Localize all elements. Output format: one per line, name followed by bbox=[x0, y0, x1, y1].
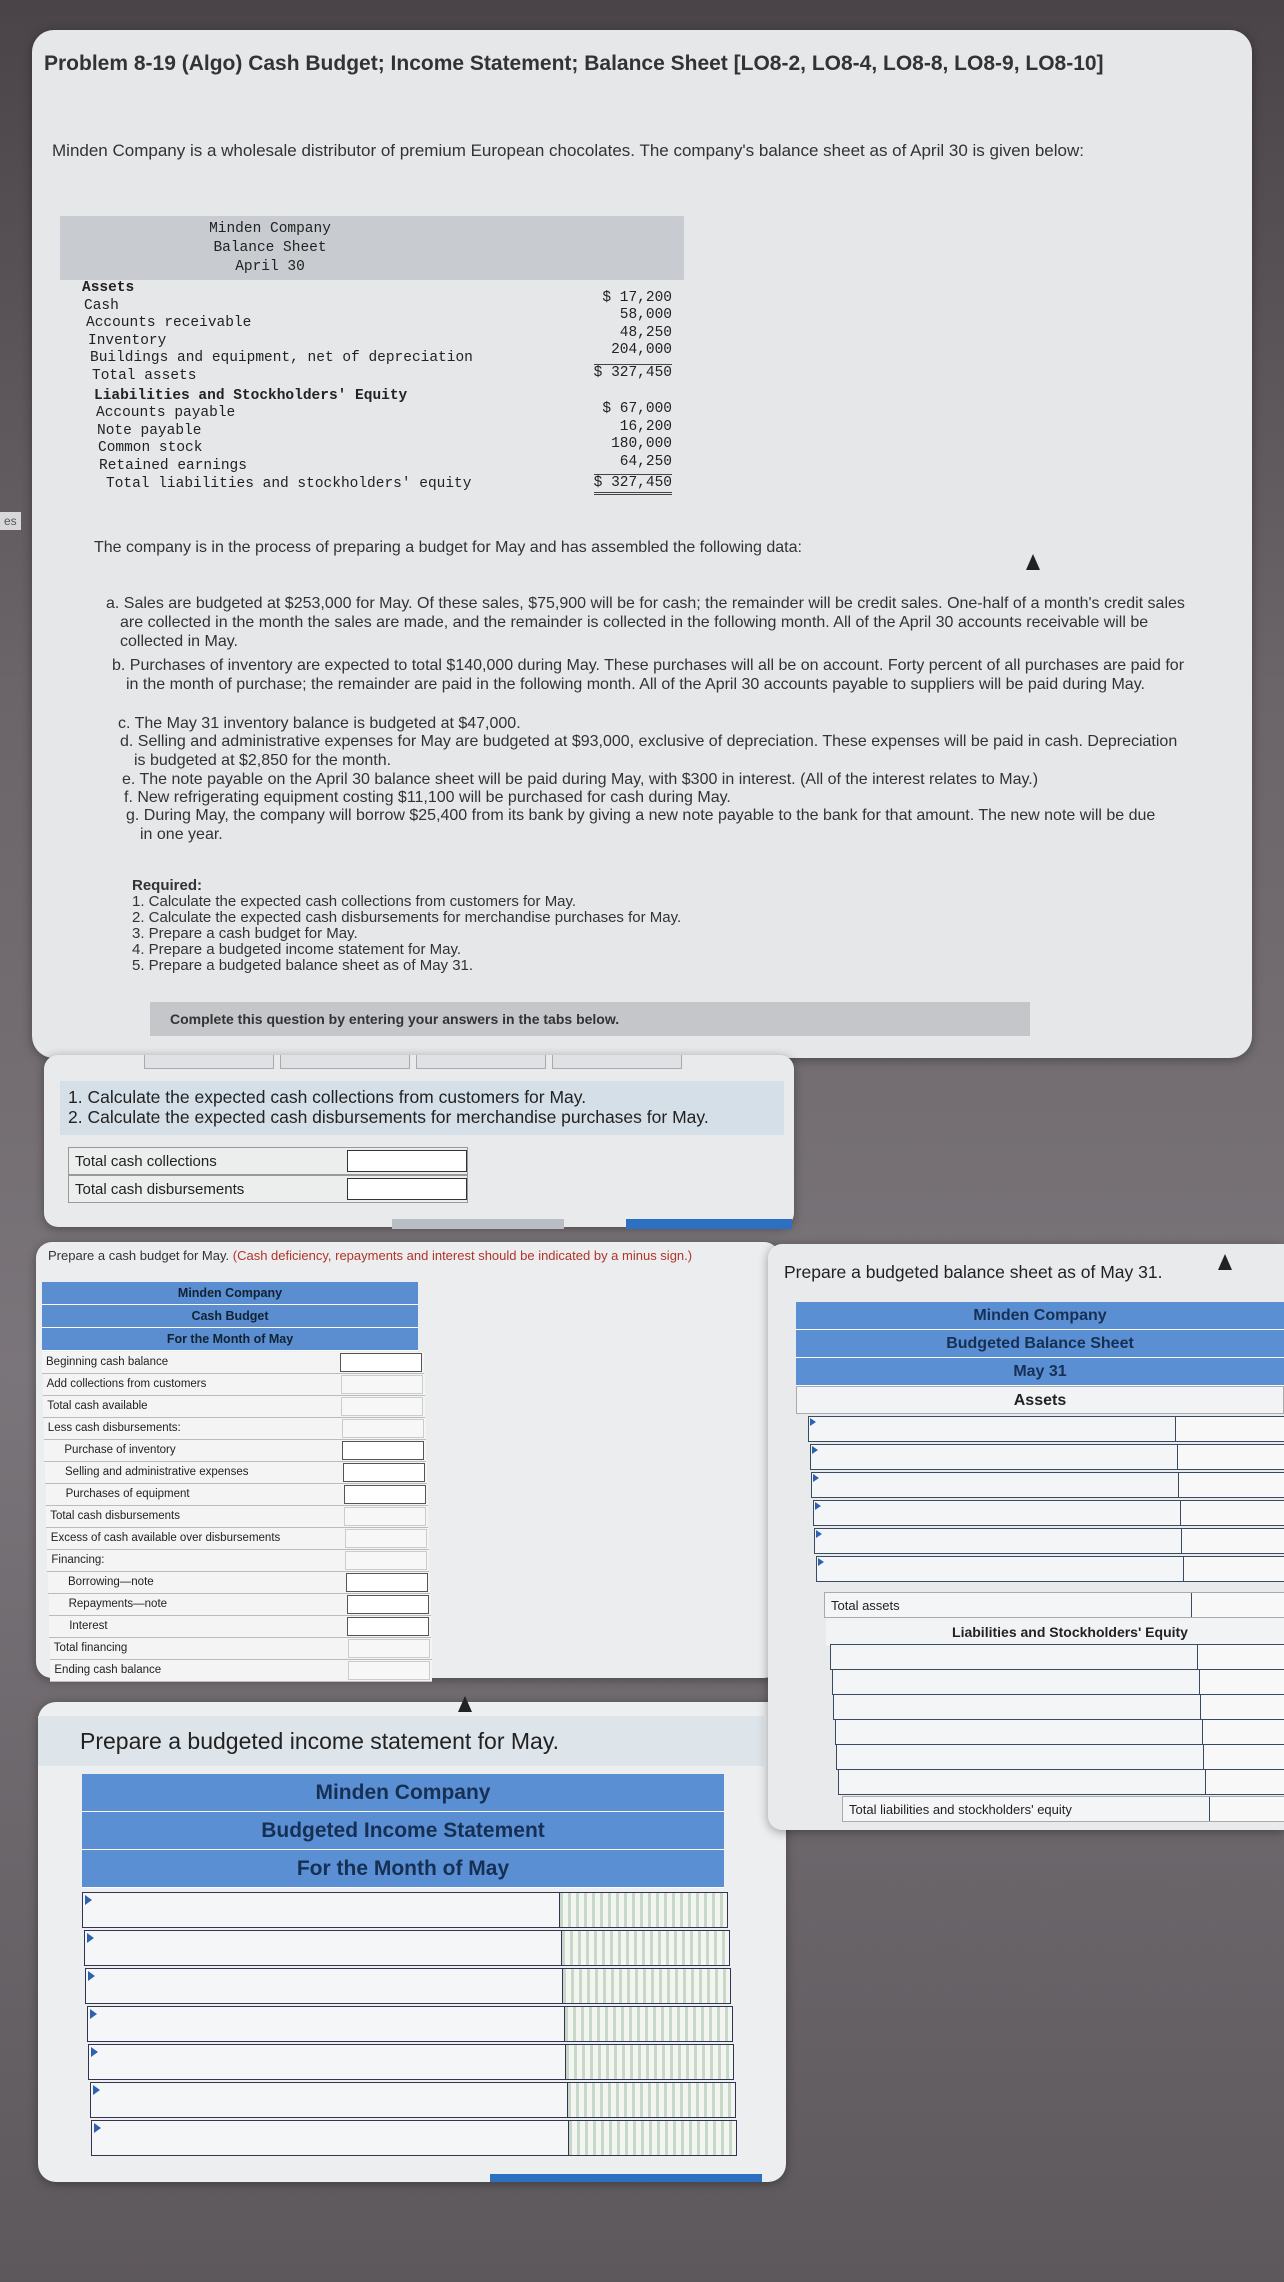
bal-asset-row[interactable] bbox=[810, 1444, 1284, 1470]
cash-budget-row bbox=[46, 1506, 428, 1528]
bal-asset-row[interactable] bbox=[808, 1416, 1284, 1442]
income-statement-amount-input[interactable] bbox=[559, 1893, 727, 1927]
cash-budget-input[interactable] bbox=[341, 1375, 423, 1394]
bal-assets-heading: Assets bbox=[796, 1386, 1284, 1414]
cash-budget-input[interactable] bbox=[345, 1529, 427, 1548]
cash-budget-row bbox=[43, 1396, 425, 1418]
cash-budget-input[interactable] bbox=[347, 1617, 429, 1636]
cash-budget-row bbox=[46, 1484, 428, 1506]
complete-question-bar: Complete this question by entering your answers in the tabs below. bbox=[150, 1002, 1030, 1036]
income-statement-amount-input[interactable] bbox=[568, 2121, 736, 2155]
cash-budget-input[interactable] bbox=[342, 1441, 424, 1460]
bs-row-amount: 204,000 bbox=[611, 342, 672, 359]
bal-asset-amount-input[interactable] bbox=[1180, 1501, 1284, 1525]
bal-liab-amount-input[interactable] bbox=[1200, 1695, 1284, 1719]
bal-liab-row[interactable] bbox=[830, 1644, 1284, 1670]
cash-budget-row bbox=[45, 1462, 427, 1484]
cash-budget-input[interactable] bbox=[344, 1507, 426, 1526]
bal-total-assets-input[interactable] bbox=[1191, 1593, 1284, 1617]
bs-company: Minden Company bbox=[209, 221, 331, 237]
bal-liab-row[interactable] bbox=[832, 1669, 1284, 1695]
tab-required-3[interactable] bbox=[280, 1055, 410, 1069]
inc-header-company: Minden Company bbox=[82, 1774, 724, 1812]
cash-budget-row-label: Purchases of equipment bbox=[65, 1488, 190, 1500]
bal-asset-row[interactable] bbox=[813, 1500, 1284, 1526]
dropdown-marker-icon[interactable] bbox=[90, 2009, 97, 2019]
income-statement-amount-input[interactable] bbox=[561, 1931, 729, 1965]
data-item-b: b. Purchases of inventory are expected to total $140,000 during May. These purchases will all be on account. Forty percent of all purchases are paid for in the month of purchase; the remainder are paid in the following month. All of the April 30 accounts payable to suppliers will be paid during May. bbox=[112, 657, 1185, 693]
cash-budget-row bbox=[42, 1352, 424, 1374]
cash-budget-row-label: Beginning cash balance bbox=[46, 1356, 169, 1368]
cash-budget-row bbox=[50, 1660, 432, 1682]
cash-budget-row-label: Ending cash balance bbox=[54, 1664, 162, 1676]
dropdown-marker-icon[interactable] bbox=[88, 1971, 95, 1981]
bs-row-amount: 58,000 bbox=[619, 307, 672, 324]
cash-budget-row-label: Total cash disbursements bbox=[50, 1510, 180, 1522]
tab1-line2: 2. Calculate the expected cash disbursements for merchandise purchases for May. bbox=[68, 1107, 709, 1127]
tab-strip bbox=[144, 1055, 704, 1069]
required-item: 2. Calculate the expected cash disbursements for merchandise purchases for May. bbox=[132, 909, 682, 926]
bal-asset-amount-input[interactable] bbox=[1181, 1529, 1284, 1553]
required-list bbox=[132, 878, 681, 974]
bs-row-label: Accounts receivable bbox=[86, 315, 252, 332]
cash-budget-row-label: Borrowing—note bbox=[68, 1576, 154, 1588]
cash-budget-row bbox=[43, 1374, 425, 1396]
inc-header-title: Budgeted Income Statement bbox=[82, 1812, 724, 1850]
cb-header-company: Minden Company bbox=[42, 1282, 418, 1305]
cash-budget-input[interactable] bbox=[345, 1551, 427, 1570]
income-statement-row[interactable] bbox=[85, 1968, 731, 2004]
dropdown-marker-icon[interactable] bbox=[87, 1933, 94, 1943]
dropdown-marker-icon[interactable] bbox=[813, 1474, 819, 1482]
bs-row-label: Retained earnings bbox=[99, 457, 247, 474]
bal-total-liab-input[interactable] bbox=[1209, 1797, 1284, 1821]
income-statement-amount-input[interactable] bbox=[562, 1969, 730, 2003]
bs-liab-heading: Liabilities and Stockholders' Equity bbox=[94, 387, 408, 404]
bal-liab-amount-input[interactable] bbox=[1205, 1770, 1284, 1794]
cb-header-period: For the Month of May bbox=[42, 1328, 418, 1351]
tab1-line1: 1. Calculate the expected cash collections from customers for May. bbox=[68, 1087, 587, 1107]
balance-sheet-title: Prepare a budgeted balance sheet as of May 31. bbox=[784, 1262, 1163, 1282]
cash-budget-row-label: Total cash available bbox=[47, 1400, 148, 1412]
cash-budget-row bbox=[47, 1528, 429, 1550]
bal-total-assets-row bbox=[824, 1592, 1284, 1618]
next-nav-button[interactable] bbox=[626, 1219, 792, 1229]
bs-row-amount: 180,000 bbox=[611, 436, 672, 453]
mouse-cursor-icon bbox=[1026, 554, 1040, 570]
dropdown-marker-icon[interactable] bbox=[94, 2123, 101, 2133]
mouse-cursor-icon bbox=[458, 1696, 472, 1712]
required-item: 1. Calculate the expected cash collections from customers for May. bbox=[132, 893, 577, 910]
bal-liab-row[interactable] bbox=[838, 1769, 1284, 1795]
tab-required-5[interactable] bbox=[552, 1055, 682, 1069]
dropdown-marker-icon[interactable] bbox=[816, 1530, 822, 1538]
income-statement-amount-input[interactable] bbox=[564, 2007, 732, 2041]
problem-title: Problem 8-19 (Algo) Cash Budget; Income Statement; Balance Sheet [LO8-2, LO8-4, LO8-8, LO8-9, LO8-10] bbox=[44, 52, 1104, 75]
dropdown-marker-icon[interactable] bbox=[85, 1895, 92, 1905]
income-statement-row[interactable] bbox=[91, 2120, 737, 2156]
cash-budget-row-label: Add collections from customers bbox=[46, 1378, 207, 1390]
bs-total-liab-amount: $ 327,450 bbox=[594, 474, 672, 496]
april-balance-sheet bbox=[60, 216, 684, 522]
bal-liab-amount-input[interactable] bbox=[1197, 1645, 1284, 1669]
problem-intro: Minden Company is a wholesale distributor of premium European chocolates. The company's balance sheet as of April 30 is given below: bbox=[52, 141, 1084, 160]
bs-row-label: Cash bbox=[84, 297, 119, 314]
problem-panel bbox=[32, 30, 1252, 1058]
data-item-e: e. The note payable on the April 30 balance sheet will be paid during May, with $300 in interest. (All of the interest relates to May.) bbox=[122, 771, 1039, 788]
income-next-button[interactable] bbox=[490, 2174, 762, 2182]
cash-budget-row-label: Financing: bbox=[51, 1554, 105, 1566]
cash-budget-row bbox=[49, 1594, 431, 1616]
tab-required-4[interactable] bbox=[416, 1055, 546, 1069]
dropdown-marker-icon[interactable] bbox=[815, 1502, 821, 1510]
cash-budget-row-label: Total financing bbox=[53, 1642, 128, 1654]
tab1-instructions bbox=[60, 1081, 784, 1135]
bal-liab-amount-input[interactable] bbox=[1203, 1745, 1284, 1769]
data-item-a: a. Sales are budgeted at $253,000 for May. Of these sales, $75,900 will be for cash; the remainder will be credit sales. One-half of a month's credit sales are collected in the month the sales are made, and the remainder is collected in the following month. All of the April 30 accounts receivable will be collected in May. bbox=[106, 595, 1185, 650]
cash-budget-panel bbox=[36, 1242, 780, 1678]
bal-asset-amount-input[interactable] bbox=[1177, 1445, 1284, 1469]
bs-date: April 30 bbox=[235, 259, 305, 275]
budget-intro: The company is in the process of preparing a budget for May and has assembled the following data: bbox=[94, 539, 802, 556]
bal-header-title: Budgeted Balance Sheet bbox=[796, 1330, 1284, 1358]
bal-liab-row[interactable] bbox=[836, 1744, 1284, 1770]
side-tab-label[interactable]: es bbox=[0, 512, 21, 530]
bs-row-amount: 64,250 bbox=[619, 453, 672, 470]
required-item: 3. Prepare a cash budget for May. bbox=[132, 925, 358, 942]
cash-budget-input[interactable] bbox=[348, 1639, 430, 1658]
cash-budget-row bbox=[48, 1572, 430, 1594]
income-statement-row[interactable] bbox=[82, 1892, 728, 1928]
cash-collections-input[interactable] bbox=[347, 1150, 467, 1172]
bal-liab-row[interactable] bbox=[835, 1719, 1284, 1745]
cash-budget-row-label: Less cash disbursements: bbox=[47, 1422, 181, 1434]
bs-total-liab-label: Total liabilities and stockholders' equity bbox=[106, 475, 472, 492]
income-statement-row[interactable] bbox=[87, 2006, 733, 2042]
income-statement-amount-input[interactable] bbox=[567, 2083, 735, 2117]
cash-budget-row-label: Selling and administrative expenses bbox=[65, 1466, 249, 1478]
cash-budget-input[interactable] bbox=[343, 1463, 425, 1482]
cb-header-title: Cash Budget bbox=[42, 1305, 418, 1328]
dropdown-marker-icon[interactable] bbox=[810, 1418, 816, 1426]
balance-sheet-header bbox=[60, 216, 684, 280]
cash-budget-row bbox=[50, 1638, 432, 1660]
cash-budget-row-label: Purchase of inventory bbox=[64, 1444, 176, 1456]
dropdown-marker-icon[interactable] bbox=[812, 1446, 818, 1454]
cash-disbursements-row bbox=[68, 1175, 468, 1203]
cash-budget-instruction: Prepare a cash budget for May. bbox=[48, 1248, 230, 1263]
bal-asset-row[interactable] bbox=[816, 1556, 1284, 1582]
income-statement-panel bbox=[38, 1702, 786, 2182]
bs-assets-heading: Assets bbox=[82, 280, 135, 296]
income-statement-row[interactable] bbox=[84, 1930, 730, 1966]
data-item-c: c. The May 31 inventory balance is budgeted at $47,000. bbox=[118, 715, 521, 732]
bs-row-label: Inventory bbox=[88, 332, 167, 349]
cash-disbursements-input[interactable] bbox=[347, 1178, 467, 1200]
bs-row-label: Accounts payable bbox=[96, 405, 236, 422]
tab-required-1-2[interactable] bbox=[144, 1055, 274, 1069]
bs-total-assets-label: Total assets bbox=[92, 367, 197, 384]
dropdown-marker-icon[interactable] bbox=[818, 1558, 824, 1566]
cash-budget-row bbox=[49, 1616, 431, 1638]
cash-budget-input[interactable] bbox=[344, 1485, 426, 1504]
bal-liab-amount-input[interactable] bbox=[1202, 1720, 1284, 1744]
cash-budget-input[interactable] bbox=[347, 1595, 429, 1614]
income-statement-row[interactable] bbox=[88, 2044, 734, 2080]
dropdown-marker-icon[interactable] bbox=[93, 2085, 100, 2095]
bs-row-amount: $ 17,200 bbox=[602, 289, 672, 306]
bs-row-amount: 48,250 bbox=[619, 324, 672, 341]
cash-budget-input[interactable] bbox=[341, 1397, 423, 1416]
cash-collections-label: Total cash collections bbox=[75, 1153, 217, 1170]
prev-nav-button[interactable] bbox=[392, 1219, 564, 1229]
mouse-cursor-icon bbox=[1218, 1254, 1232, 1270]
bal-asset-row[interactable] bbox=[814, 1528, 1284, 1554]
cash-disbursements-label: Total cash disbursements bbox=[75, 1181, 245, 1198]
required-item: 5. Prepare a budgeted balance sheet as of May 31. bbox=[132, 957, 474, 974]
bal-liab-amount-input[interactable] bbox=[1199, 1670, 1284, 1694]
bal-total-liab-row bbox=[842, 1796, 1284, 1822]
data-item-g: g. During May, the company will borrow $25,400 from its bank by giving a new note payable to the bank for that amount. The new note will be due in one year. bbox=[126, 807, 1156, 843]
bal-liab-row[interactable] bbox=[833, 1694, 1284, 1720]
cash-budget-input[interactable] bbox=[348, 1661, 430, 1680]
cash-collections-row bbox=[68, 1147, 468, 1175]
data-item-d: d. Selling and administrative expenses for May are budgeted at $93,000, exclusive of depreciation. These expenses will be paid in cash. Depreciation is budgeted at $2,850 for the month. bbox=[120, 733, 1178, 769]
cash-budget-warning: (Cash deficiency, repayments and interest should be indicated by a minus sign.) bbox=[232, 1248, 693, 1263]
bal-liab-heading: Liabilities and Stockholders' Equity bbox=[826, 1618, 1284, 1646]
cash-budget-input[interactable] bbox=[346, 1573, 428, 1592]
bs-row-amount: $ 67,000 bbox=[602, 401, 672, 418]
inc-header-period: For the Month of May bbox=[82, 1850, 724, 1888]
required-item: 4. Prepare a budgeted income statement for May. bbox=[132, 941, 462, 958]
bs-row-amount: 16,200 bbox=[619, 418, 672, 435]
income-statement-title: Prepare a budgeted income statement for May. bbox=[38, 1716, 764, 1766]
cash-budget-input[interactable] bbox=[342, 1419, 424, 1438]
cash-budget-row-label: Repayments—note bbox=[68, 1598, 168, 1610]
required-1-2-panel bbox=[44, 1055, 794, 1227]
bal-asset-amount-input[interactable] bbox=[1175, 1417, 1284, 1441]
bal-total-assets-label: Total assets bbox=[831, 1598, 900, 1613]
cash-budget-row bbox=[47, 1550, 429, 1572]
income-statement-amount-input[interactable] bbox=[565, 2045, 733, 2079]
bs-row-label: Note payable bbox=[97, 422, 202, 439]
cash-budget-row-label: Interest bbox=[69, 1620, 108, 1632]
dropdown-marker-icon[interactable] bbox=[91, 2047, 98, 2057]
cash-budget-input[interactable] bbox=[340, 1353, 422, 1372]
bs-title: Balance Sheet bbox=[213, 240, 327, 256]
bal-asset-row[interactable] bbox=[811, 1472, 1284, 1498]
budgeted-balance-sheet-panel bbox=[768, 1244, 1284, 1830]
cash-budget-row bbox=[44, 1440, 426, 1462]
bs-row-label: Buildings and equipment, net of depreciation bbox=[90, 350, 473, 367]
bal-asset-amount-input[interactable] bbox=[1183, 1557, 1284, 1581]
income-statement-row[interactable] bbox=[90, 2082, 736, 2118]
bs-row-label: Common stock bbox=[98, 440, 203, 457]
cash-budget-note bbox=[48, 1248, 692, 1263]
bal-asset-amount-input[interactable] bbox=[1178, 1473, 1284, 1497]
bal-total-liab-label: Total liabilities and stockholders' equity bbox=[849, 1802, 1072, 1817]
cash-budget-row-label: Excess of cash available over disbursements bbox=[50, 1532, 281, 1544]
bal-header-company: Minden Company bbox=[796, 1302, 1284, 1330]
bal-header-date: May 31 bbox=[796, 1358, 1284, 1386]
required-title: Required: bbox=[132, 877, 203, 894]
bs-total-assets-amount: $ 327,450 bbox=[593, 364, 672, 381]
data-item-f: f. New refrigerating equipment costing $11,100 will be purchased for cash during May. bbox=[124, 789, 731, 806]
cash-budget-row bbox=[44, 1418, 426, 1440]
